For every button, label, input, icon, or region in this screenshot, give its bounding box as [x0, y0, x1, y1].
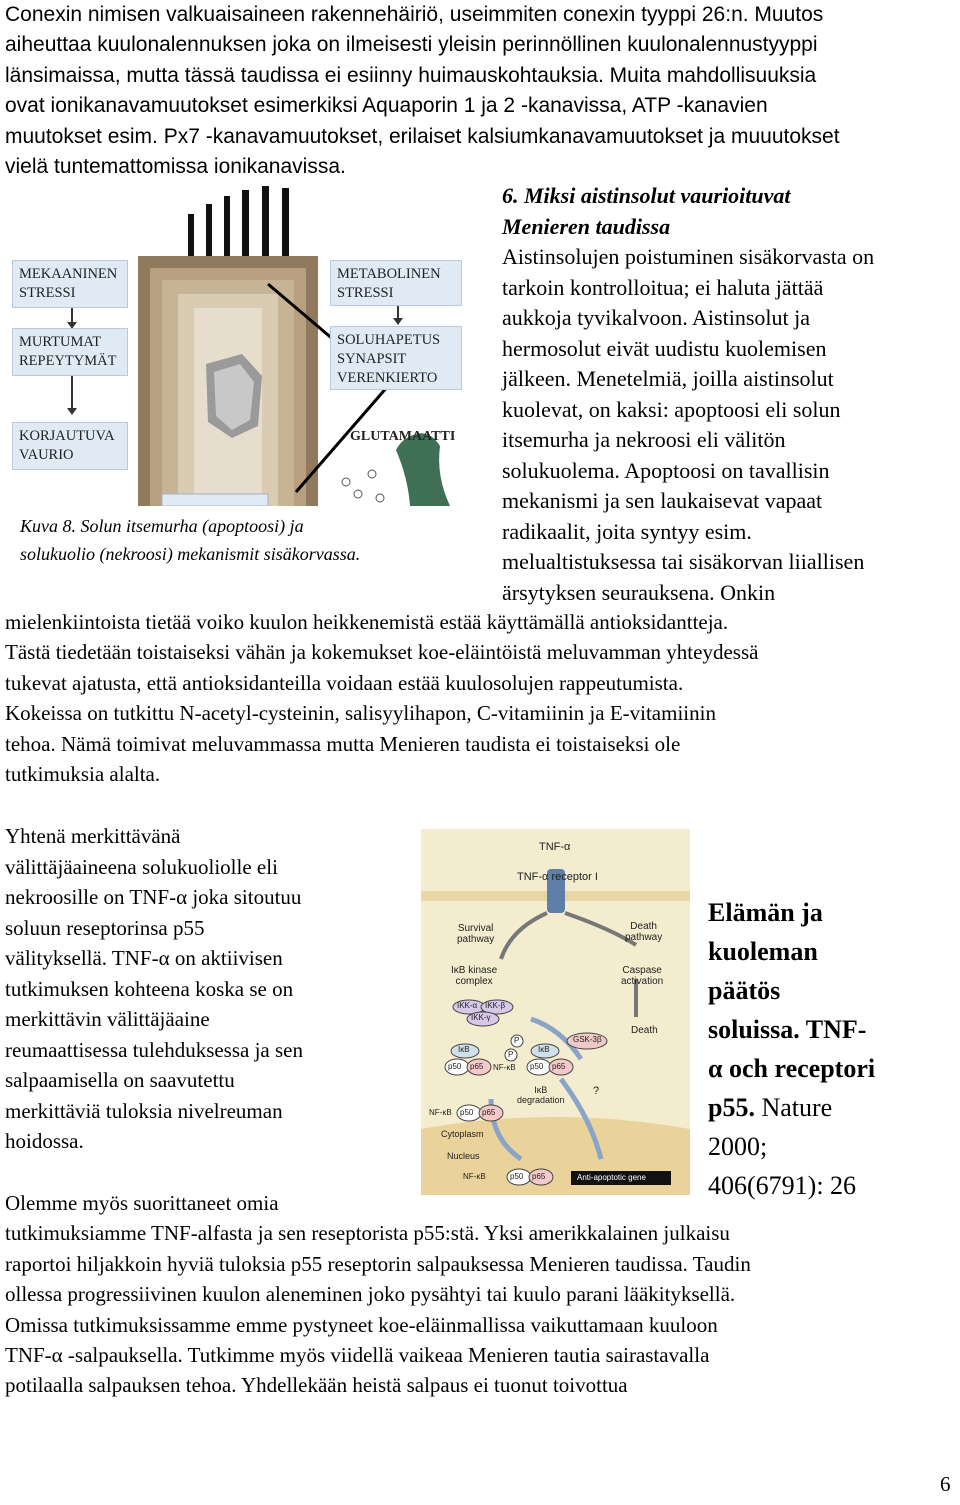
- question-label: ?: [593, 1085, 600, 1097]
- intro-line: muutokset esim. Px7 -kanavamuutokset, erilaiset kalsiumkanavamuutokset ja muuutokset: [5, 124, 840, 148]
- intro-line: vielä tuntemattomissa ionikanavissa.: [5, 155, 346, 179]
- intro-line: aiheuttaa kuulonalennuksen joka on ilmeisesti yleisin perinnöllinen kuulonalennustyyppi: [5, 33, 818, 57]
- gsk-label: GSK-3β: [573, 1035, 602, 1044]
- ikb-label: IκB: [458, 1045, 470, 1054]
- oxidation-box: SOLUHAPETUS SYNAPSIT VERENKIERTO: [330, 326, 462, 390]
- repairable-damage-box: KORJAUTUVA VAURIO: [12, 422, 128, 470]
- ikb-label: IκB: [538, 1045, 550, 1054]
- ikb-kinase-label: IκB kinase complex: [451, 965, 498, 987]
- citation: Elämän ja kuoleman päätös soluissa. TNF- α och receptori p55. Nature 2000; 406(6791): 26: [708, 898, 876, 1200]
- tnf-pathway-svg: [421, 829, 690, 1195]
- mechanical-stress-box: MEKAANINEN STRESSI: [12, 260, 128, 308]
- caspase-label: Caspase activation: [621, 965, 664, 987]
- final-paragraph: Olemme myös suorittaneet omia tutkimuksiamme TNF-alfasta ja sen reseptorista p55:stä. Yksi amerikkalainen julkaisu raportoi hiljakkoin hyviä tuloksia p55 reseptorin salpauksessa Menieren taudissa. Taudin ollessa progressiivinen kuulon aleneminen joko pysähtyi tai kuulo parani lääkityksellä. Omissa tutkimuksissamme emme pystyneet koe-eläinmallissa vaikuttamaan kuuloon TNF-α -salpauksella. Tutkimme myös viidellä vaikeaa Menieren tautia sairastavalla potilaalla salpauksen tehoa. Yhdellekään heistä salpaus ei tuonut toivottua: [5, 1191, 751, 1398]
- p50-label: p50: [510, 1172, 524, 1181]
- nfkb-label: NF-κB: [429, 1108, 452, 1117]
- nfkb-label: NF-κB: [463, 1172, 486, 1181]
- p65-label: p65: [482, 1108, 496, 1117]
- death-pathway-label: Death pathway: [625, 921, 663, 943]
- receptor-label: TNF-α receptor I: [517, 871, 598, 883]
- p50-label: p50: [530, 1062, 544, 1071]
- p65-label: p65: [532, 1172, 546, 1181]
- section-6: 6. Miksi aistinsolut vaurioituvat Menieren taudissa Aistinsolujen poistuminen sisäkorvasta on tarkoin kontrolloitua; ei haluta jättää aukkoja tyvikalvoon. Aistinsolut ja hermosolut eivät uudistu kuolemisen jälkeen. Menetelmiä, joilla aistinsolut kuolevat, on kaksi: apoptoosi eli solun itsemurha ja nekroosi eli välitön solukuolema. Apoptoosi on tavallisin mekanismi ja sen laukaisevat vapaat radikaalit, joita syntyy esim. melualtistuksessa tai sisäkorvan liiallisen ärsytyksen seurauksena. Onkin: [502, 183, 875, 605]
- nucleus-label: Nucleus: [447, 1151, 480, 1161]
- cytoplasm-label: Cytoplasm: [441, 1129, 484, 1139]
- tnf-label: TNF-α: [539, 841, 571, 853]
- phospho-label: P: [514, 1036, 520, 1045]
- p65-label: p65: [470, 1062, 484, 1071]
- p50-label: p50: [460, 1108, 474, 1117]
- ikb-degradation-label: IκB degradation: [517, 1085, 565, 1105]
- ikk-beta: IKK-β: [485, 1001, 506, 1010]
- section-heading: Menieren taudissa: [502, 213, 671, 239]
- p50-label: p50: [448, 1062, 462, 1071]
- survival-label: Survival pathway: [457, 923, 495, 945]
- intro-line: länsimaissa, mutta tässä taudissa ei esiinny huimauskohtauksia. Muita mahdollisuuksia: [5, 63, 817, 87]
- intro-paragraph: [5, 0, 840, 182]
- death-label: Death: [631, 1025, 658, 1036]
- tnf-paragraph: Yhtenä merkittävänä välittäjäaineena solukuoliolle eli nekroosille on TNF-α joka sitoutuu soluun reseptorinsa p55 välityksellä. TNF-α on aktiivisen tutkimuksen kohteena koska se on merkittävin välittäjäaine reumaattisessa tulehduksessa ja sen salpaamisella on saavutettu merkittäviä tuloksia nivelreuman hoidossa.: [5, 824, 303, 1153]
- page-number: 6: [940, 1472, 951, 1496]
- phospho-label: P: [508, 1050, 514, 1059]
- ikk-gamma: IKK-γ: [471, 1013, 491, 1022]
- antioxidant-paragraph: mielenkiintoista tietää voiko kuulon heikkenemistä estää käyttämällä antioksidantteja. Tästä tiedetään toistaiseksi vähän ja kokemukset koe-eläintöistä meluvamman yhteydessä tukevat ajatusta, että antioksidanteilla voidaan estää kuulosolujen rappeutumista. Kokeissa on tutkittu N-acetyl-cysteinin, salisyylihapon, C-vitamiinin ja E-vitamiinin tehoa. Nämä toimivat meluvammassa mutta Menieren taudista ei toistaiseksi ole tutkimuksia alalta.: [5, 610, 759, 787]
- p65-label: p65: [552, 1062, 566, 1071]
- tnf-pathway-figure: [421, 829, 690, 1195]
- figure-8: [10, 186, 480, 506]
- intro-line: ovat ionikanavamuutokset esimerkiksi Aquaporin 1 ja 2 -kanavissa, ATP -kanavien: [5, 94, 768, 118]
- anti-apoptotic-label: Anti-apoptotic gene: [577, 1173, 646, 1182]
- intro-line: Conexin nimisen valkuaisaineen rakennehäiriö, useimmiten conexin tyyppi 26:n. Muutos: [5, 3, 824, 26]
- ikk-alpha: IKK-α: [457, 1001, 478, 1010]
- section-heading: 6. Miksi aistinsolut vaurioituvat: [502, 183, 791, 208]
- fractures-box: MURTUMAT REPEYTYMÄT: [12, 328, 128, 376]
- figure-8-caption: Kuva 8. Solun itsemurha (apoptoosi) ja solukuolio (nekroosi) mekanismit sisäkorvassa.: [20, 516, 361, 564]
- nfkb-label: NF-κB: [493, 1063, 516, 1072]
- metabolic-stress-box: METABOLINEN STRESSI: [330, 260, 462, 306]
- glutamate-label: GLUTAMAATTI: [350, 429, 456, 444]
